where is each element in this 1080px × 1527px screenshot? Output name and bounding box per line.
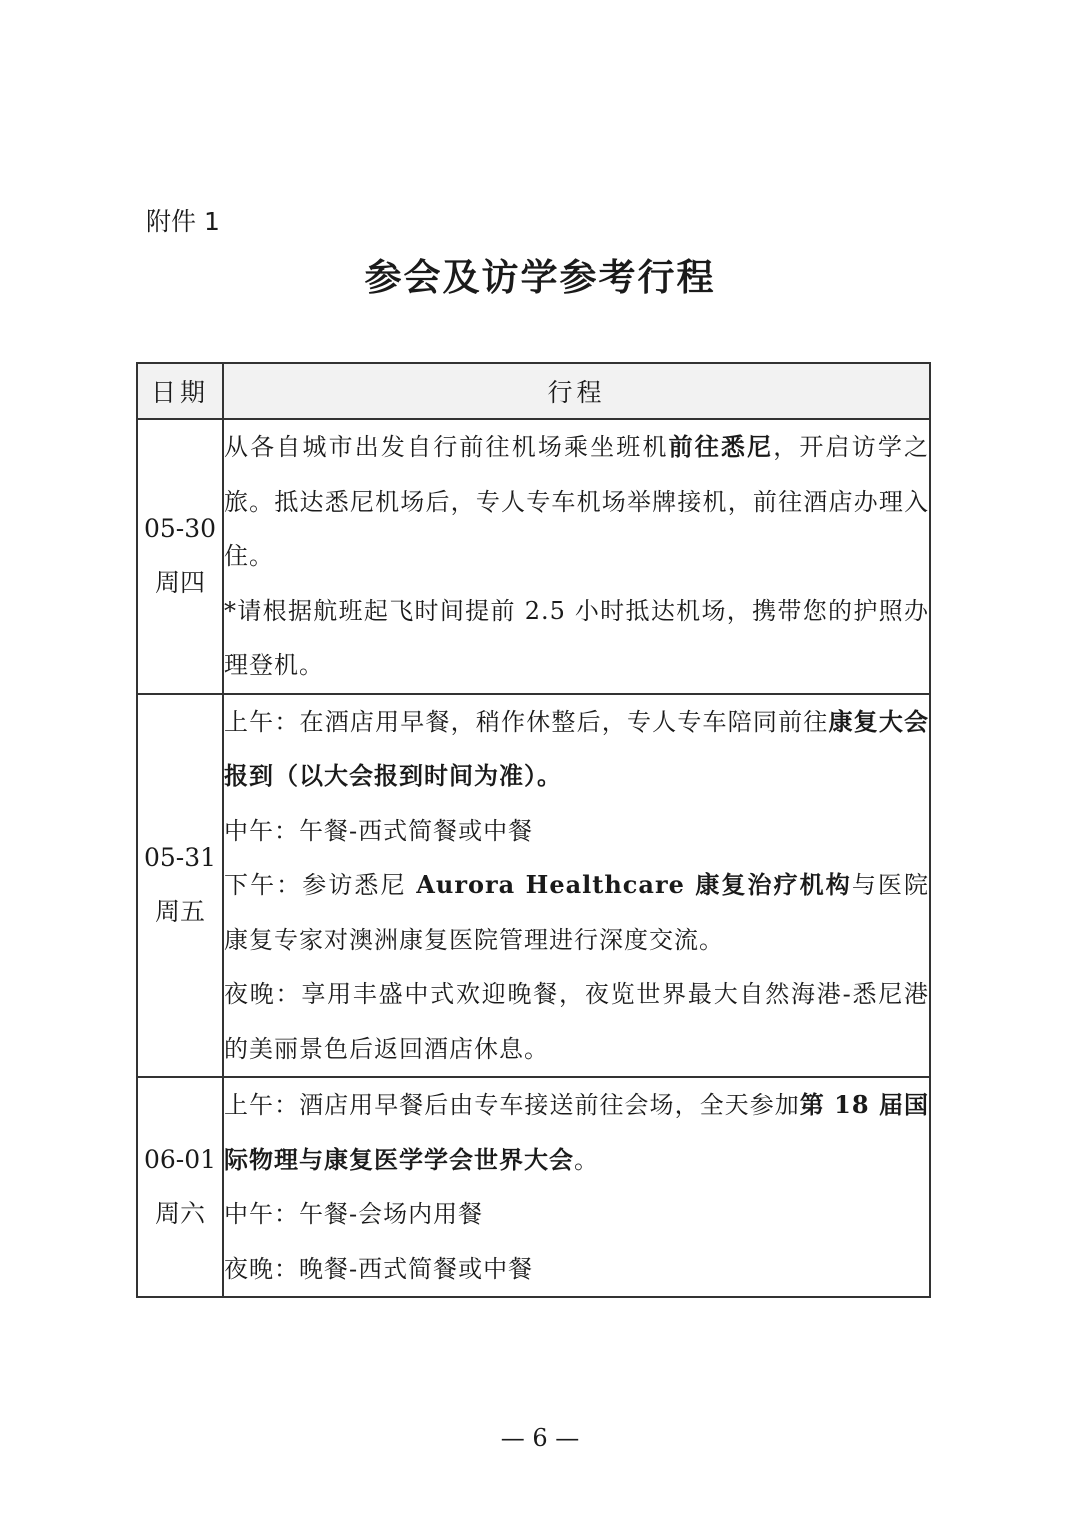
itinerary-paragraph	[224, 584, 929, 693]
itinerary-text: 中午：午餐-会场内用餐	[224, 1200, 484, 1228]
header-itinerary: 行程	[223, 363, 930, 419]
itinerary-paragraph	[224, 695, 929, 804]
itinerary-text: ，开启访学之旅。抵达悉尼机场后，专人专车机场举牌接机，前往酒店办理入住。	[224, 433, 930, 570]
table-row	[137, 419, 930, 694]
date-cell	[137, 1077, 223, 1297]
itinerary-paragraph	[224, 858, 929, 967]
highlight-text: 第 18 届国际物理与康复医学学会世界大会	[224, 1090, 930, 1174]
itinerary-paragraph	[224, 804, 929, 859]
itinerary-table	[136, 362, 931, 1298]
table-row	[137, 694, 930, 1078]
itinerary-text: 下午：参访悉尼	[224, 871, 417, 899]
page-number: — 6 —	[500, 1424, 580, 1452]
itinerary-paragraph	[224, 420, 929, 584]
itinerary-paragraph	[224, 1187, 929, 1242]
itinerary-text: 夜晚：晚餐-西式简餐或中餐	[224, 1254, 534, 1283]
highlight-text: 前往悉尼	[668, 432, 774, 461]
table-header-row	[137, 363, 930, 419]
date-cell	[137, 419, 223, 694]
itinerary-cell	[223, 694, 930, 1078]
itinerary-text: 夜晚：享用丰盛中式欢迎晚餐，夜览世界最大自然海港-悉尼港的美丽景色后返回酒店休息。	[224, 980, 929, 1063]
row-date: 05-31	[143, 843, 217, 873]
attachment-label: 附件 1	[146, 207, 220, 236]
itinerary-cell	[223, 419, 930, 694]
row-weekday: 周五	[154, 897, 205, 927]
row-weekday: 周六	[154, 1199, 205, 1228]
itinerary-text: 中午：午餐-西式简餐或中餐	[224, 816, 534, 845]
row-date: 05-30	[143, 514, 217, 544]
itinerary-text: *请根据航班起飞时间提前 2.5 小时抵达机场，携带您的护照办理登机。	[224, 596, 929, 679]
row-weekday: 周四	[154, 568, 205, 598]
header-date: 日期	[137, 363, 223, 419]
itinerary-text: 上午：酒店用早餐后由专车接送前往会场，全天参加	[224, 1091, 800, 1119]
itinerary-paragraph	[224, 1242, 929, 1297]
itinerary-paragraph	[224, 1078, 929, 1187]
row-date: 06-01	[143, 1145, 217, 1174]
itinerary-paragraph	[224, 967, 929, 1076]
table-row	[137, 1077, 930, 1297]
itinerary-text: 从各自城市出发自行前往机场乘坐班机	[224, 433, 669, 461]
itinerary-text: 。	[574, 1145, 599, 1174]
itinerary-cell	[223, 1077, 930, 1297]
itinerary-text: 与医院康复专家对澳洲康复医院管理进行深度交流。	[224, 871, 929, 954]
itinerary-text: 上午：在酒店用早餐，稍作休整后，专人专车陪同前往	[224, 707, 829, 736]
highlight-text: Aurora Healthcare 康复治疗机构	[416, 870, 852, 899]
highlight-text: 康复大会报到（以大会报到时间为准）。	[224, 706, 930, 790]
date-cell	[137, 694, 223, 1078]
document-title: 参会及访学参考行程	[364, 256, 716, 299]
